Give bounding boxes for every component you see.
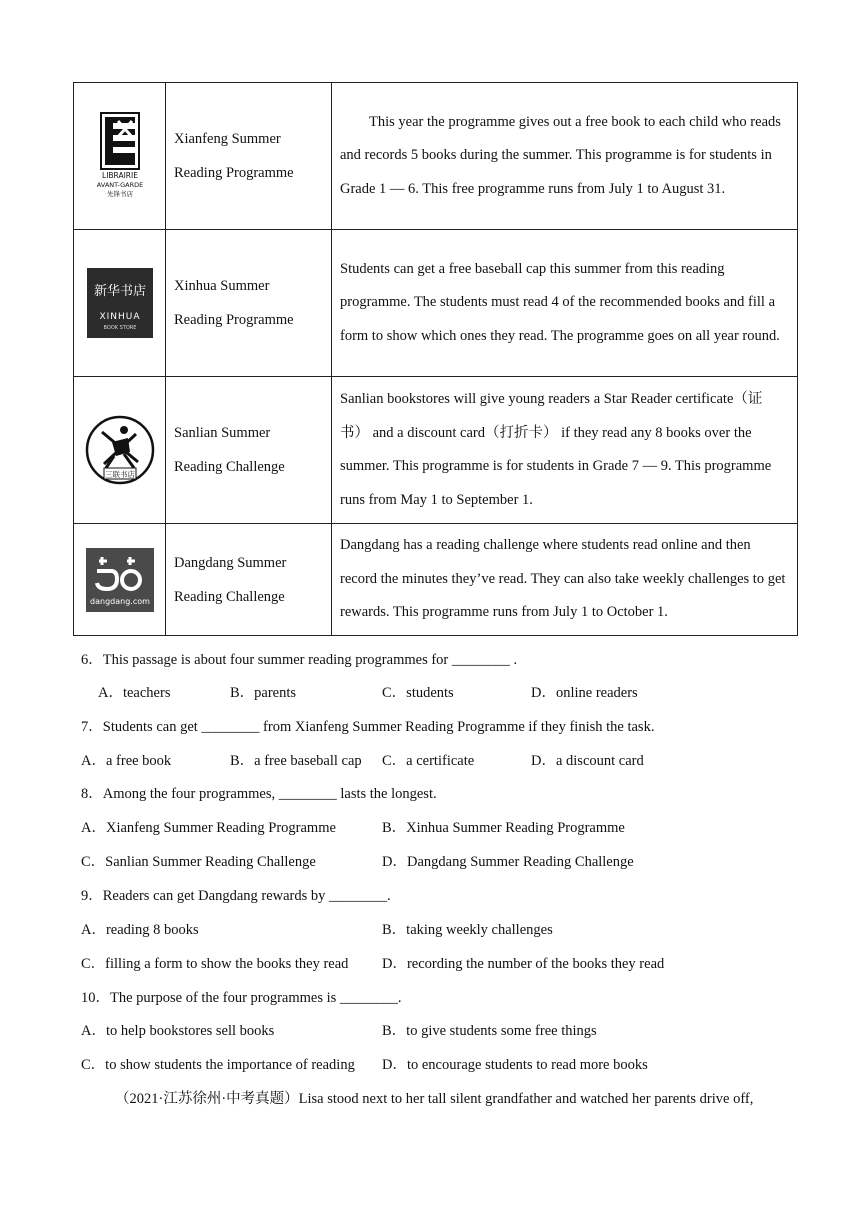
sanlian-bookstore-logo xyxy=(74,412,165,488)
programme-name-line: Reading Programme xyxy=(174,312,294,328)
question-7-option-a[interactable]: A．a free book xyxy=(81,753,172,769)
programme-name-line: Reading Challenge xyxy=(174,459,285,475)
question-8-option-d[interactable]: D．Dangdang Summer Reading Challenge xyxy=(382,854,634,870)
programme-description: Students can get a free baseball cap this summer from this reading programme. The students must read 4 of the recommended books and fill a form to show which ones they read. The programme goes on all year round. xyxy=(332,230,798,377)
question-9-option-a[interactable]: A．reading 8 books xyxy=(81,922,199,938)
programme-description: Dangdang has a reading challenge where students read online and then record the minutes they’ve read. They can also take weekly challenges to get rewards. This programme runs from July 1 to October 1. xyxy=(332,524,798,636)
programme-table xyxy=(73,82,798,636)
logo-text-1: dangdang.com xyxy=(89,596,150,606)
question-6-option-b[interactable]: B．parents xyxy=(230,685,297,701)
logo-text-1: 新华书店 xyxy=(93,284,146,299)
question-9-option-b[interactable]: B．taking weekly challenges xyxy=(382,922,553,938)
question-7-option-d[interactable]: D．a discount card xyxy=(531,753,644,769)
question-8-option-c[interactable]: C．Sanlian Summer Reading Challenge xyxy=(81,854,316,870)
question-8-option-a[interactable]: A．Xianfeng Summer Reading Programme xyxy=(81,820,336,836)
dangdang-logo xyxy=(74,547,165,613)
question-10-option-c[interactable]: C．to show students the importance of reading xyxy=(81,1057,355,1073)
programme-name-cell xyxy=(166,524,332,636)
programme-name-cell xyxy=(166,377,332,524)
programme-name-cell xyxy=(166,83,332,230)
programme-description: This year the programme gives out a free book to each child who reads and records 5 books during the summer. This programme is for students in Grade 1 — 6. This free programme runs from July 1 to August 31. xyxy=(332,83,798,230)
question-7-stem: 7．Students can get ________ from Xianfeng Summer Reading Programme if they finish the task. xyxy=(81,719,655,735)
question-8-stem: 8．Among the four programmes, ________ lasts the longest. xyxy=(81,786,437,802)
question-7-option-c[interactable]: C．a certificate xyxy=(382,753,475,769)
question-9-stem: 9．Readers can get Dangdang rewards by ________. xyxy=(81,888,391,904)
programme-name-line: Reading Challenge xyxy=(174,588,285,605)
table-row xyxy=(74,377,798,524)
programme-name-line: Sanlian Summer xyxy=(174,425,271,441)
xinhua-bookstore-logo xyxy=(74,267,165,339)
table-row xyxy=(74,83,798,230)
question-9-option-c[interactable]: C．filling a form to show the books they read xyxy=(81,956,349,972)
logo-text-1: 三联书店 xyxy=(104,470,135,479)
question-9-option-d[interactable]: D．recording the number of the books they read xyxy=(382,956,665,972)
programme-name-line: Reading Programme xyxy=(174,165,294,181)
table-row xyxy=(74,524,798,636)
programme-name-line: Xianfeng Summer xyxy=(174,131,281,147)
programme-description: Sanlian bookstores will give young readers a Star Reader certificate（证书） and a discount card（打折卡） if they read any 8 books over the summer. This programme is for students in Grade 7 — 9. This programme runs from May 1 to September 1. xyxy=(332,377,798,524)
logo-text-2: XINHUA xyxy=(98,312,141,322)
question-6-stem: 6．This passage is about four summer reading programmes for ________ . xyxy=(81,652,518,668)
logo-text-1: LIBRAIRIE xyxy=(101,171,138,180)
question-6-option-c[interactable]: C．students xyxy=(382,685,454,701)
librairie-avant-garde-logo xyxy=(74,111,165,201)
programme-name-line: Dangdang Summer xyxy=(174,554,287,571)
programme-name-line: Xinhua Summer xyxy=(174,278,270,294)
question-6-option-d[interactable]: D．online readers xyxy=(531,685,638,701)
logo-cell xyxy=(74,230,166,377)
logo-text-3: 先锋书店 xyxy=(106,190,133,198)
logo-cell xyxy=(74,377,166,524)
question-6-option-a[interactable]: A．teachers xyxy=(98,685,171,701)
question-10-option-a[interactable]: A．to help bookstores sell books xyxy=(81,1023,275,1039)
logo-cell xyxy=(74,83,166,230)
programme-name-cell xyxy=(166,230,332,377)
table-row xyxy=(74,230,798,377)
next-passage-text: （2021·江苏徐州·中考真题）Lisa stood next to her tall silent grandfather and watched her parents drive off, xyxy=(115,1091,754,1107)
question-8-option-b[interactable]: B．Xinhua Summer Reading Programme xyxy=(382,820,625,836)
logo-cell xyxy=(74,524,166,636)
question-10-stem: 10．The purpose of the four programmes is ________. xyxy=(81,990,402,1006)
question-10-option-d[interactable]: D．to encourage students to read more books xyxy=(382,1057,648,1073)
question-10-option-b[interactable]: B．to give students some free things xyxy=(382,1023,597,1039)
logo-text-3: BOOK STORE xyxy=(103,325,136,331)
logo-text-2: AVANT-GARDE xyxy=(96,181,143,189)
question-7-option-b[interactable]: B．a free baseball cap xyxy=(230,753,362,769)
